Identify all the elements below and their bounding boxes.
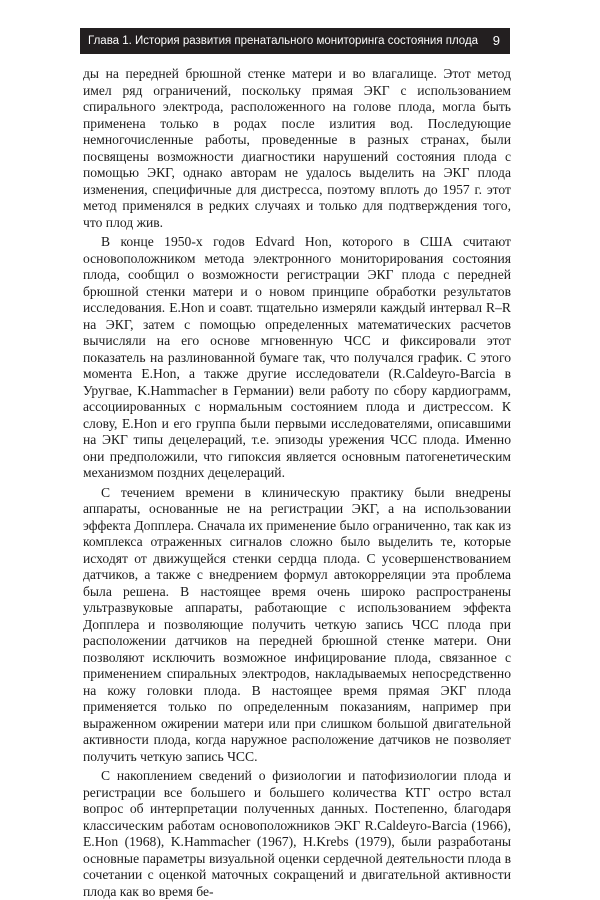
chapter-title: Глава 1. История развития пренатального мониторинга состояния плода	[88, 35, 479, 47]
body-text	[83, 66, 511, 900]
paragraph: С течением времени в клиническую практику были внедрены аппараты, основанные не на регистрации ЭКГ, а на использовании эффекта Допплера. Сначала их применение было ограниченно, так как из комплекса отраженных сигналов сложно было выделить те, которые исходят от движущейся стенки сердца плода. С усовершенствованием датчиков, а также с внедрением формул автокорреляции эта проблема была решена. В настоящее время очень широко распространены ультразвуковые аппараты, работающие с использованием эффекта Допплера и позволяющие получить четкую запись ЧСС плода при расположении датчиков на передней брюшной стенке матери. Они позволяют исключить возможное инфицирование плода, связанное с применением спиральных электродов, накладываемых непосредственно на кожу головки плода. В настоящее время прямая ЭКГ плода применяется только по определенным показаниям, например при выраженном ожирении матери или при слишком большой двигательной активности плода, когда наружное расположение датчиков не позволяет получить четкую запись ЧСС.	[83, 484, 511, 764]
running-header	[80, 28, 510, 54]
paragraph: ды на передней брюшной стенке матери и во влагалище. Этот метод имел ряд ограничений, поскольку прямая ЭКГ с использованием спирального электрода, расположенного на голове плода, могла быть применена только в родах после излития вод. Последующие немногочисленные работы, проведенные в разных странах, были посвящены возможности диагностики нарушений состояния плода с помощью ЭКГ, однако авторам не удалось выделить на ЭКГ плода изменения, специфичные для дистресса, поэтому вплоть до 1957 г. этот метод применялся в редких случаях и только для подтверждения того, что плод жив.	[83, 66, 511, 230]
paragraph: В конце 1950-х годов Edvard Hon, которого в США считают основоположником метода электронного мониторирования состояния плода, сообщил о возможности регистрации ЭКГ плода с передней брюшной стенки матери и о новом принципе обработки результатов исследования. E.Hon и соавт. тщательно измеряли каждый интервал R–R на ЭКГ, затем с помощью определенных математических расчетов вычисляли на его основе мгновенную ЧСС и фиксировали этот показатель на разлинованной бумаге так, что получался график. С этого момента E.Hon, а также другие исследователи (R.Caldeyro-Barcia в Уругвае, K.Hammacher в Германии) вели работу по сбору кардиограмм, ассоциированных с нормальным состоянием плода и дистрессом. К слову, E.Hon и его группа были первыми исследователями, описавшими на ЭКГ типы децелераций, т.е. эпизоды урежения ЧСС плода. Именно они предположили, что гипоксия является основным патогенетическим механизмом поздних децелераций.	[83, 234, 511, 480]
paragraph: С накоплением сведений о физиологии и патофизиологии плода и регистрации все большего и большего количества КТГ остро встал вопрос об интерпретации полученных данных. Постепенно, благодаря классическим работам основоположников ЭКГ R.Caldeyro-Barcia (1966), E.Hon (1968), K.Hammacher (1967), H.Krebs (1979), были разработаны основные параметры визуальной оценки сердечной деятельности плода в сочетании с оценкой маточных сокращений и двигательной активности плода как во время бе-	[83, 768, 511, 899]
page-number: 9	[492, 33, 500, 48]
